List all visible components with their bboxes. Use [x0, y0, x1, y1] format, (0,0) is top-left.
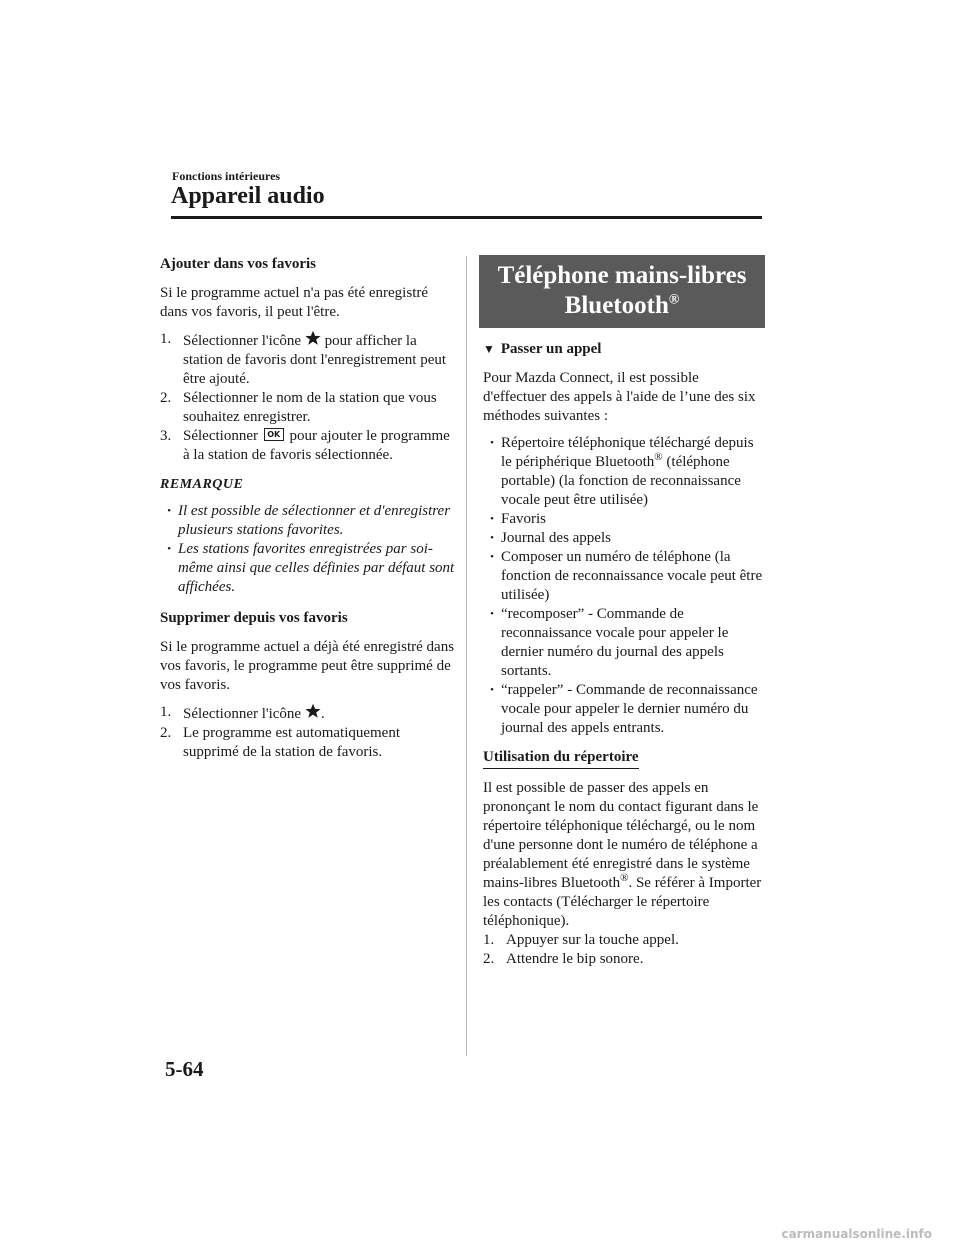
bullet-icon: •	[490, 532, 494, 544]
triangle-down-icon: ▼	[483, 342, 495, 356]
right-column	[483, 255, 763, 969]
remove-step-2: 2. Le programme est automatiquement supprimé de la station de favoris.	[160, 725, 401, 760]
bullet-icon: •	[490, 437, 494, 449]
method-item: • Composer un numéro de téléphone (la fonction de reconnaissance vocale peut être utilisée)	[483, 548, 763, 605]
page-number: 5-64	[165, 1057, 204, 1081]
directory-step-1: 1. Appuyer sur la touche appel.	[483, 932, 679, 948]
bullet-icon: •	[490, 513, 494, 525]
note-item: • Il est possible de sélectionner et d'enregistrer plusieurs stations favorites.	[160, 502, 456, 540]
registered-mark: ®	[654, 451, 663, 463]
banner-line-1: Téléphone mains-libres	[497, 262, 747, 289]
ok-icon: OK	[264, 428, 284, 441]
column-divider	[466, 256, 467, 1056]
star-icon	[305, 330, 321, 346]
bullet-icon: •	[167, 543, 171, 555]
remove-favorites-heading: Supprimer depuis vos favoris	[160, 610, 348, 626]
method-item: • “recomposer” - Commande de reconnaissance vocale pour appeler le dernier numéro du journal des appels sortants.	[483, 605, 763, 681]
remove-step-1: 1. Sélectionner l'icône .	[160, 704, 325, 722]
method-item: • Journal des appels	[483, 529, 763, 548]
registered-mark: ®	[668, 292, 680, 308]
bullet-icon: •	[490, 684, 494, 696]
star-icon	[305, 703, 321, 719]
bullet-icon: •	[490, 551, 494, 563]
watermark: carmanualsonline.info	[781, 1227, 932, 1241]
section-label: Fonctions intérieures	[172, 169, 281, 183]
note-heading: REMARQUE	[160, 477, 244, 492]
directory-heading: Utilisation du répertoire	[483, 748, 639, 769]
method-item: • Favoris	[483, 510, 763, 529]
left-column	[160, 255, 456, 762]
add-step-1: 1. Sélectionner l'icône pour afficher la station de favoris dont l'enregistrement peut être ajouté.	[160, 331, 447, 387]
note-item: • Les stations favorites enregistrées par soi-même ainsi que celles définies par défaut sont affichées.	[160, 540, 456, 597]
directory-step-2: 2. Attendre le bip sonore.	[483, 951, 644, 967]
directory-body: Il est possible de passer des appels en prononçant le nom du contact figurant dans le répertoire téléphonique téléchargé, ou le nom d'une personne dont le numéro de téléphone a préalablement été enregistré dans le système mains-libres Bluetooth®. Se référer à Importer les contacts (Télécharger le répertoire téléphonique).	[483, 780, 762, 929]
call-intro: Pour Mazda Connect, il est possible d'effectuer des appels à l'aide de l’une des six méthodes suivantes :	[483, 370, 756, 424]
remove-favorites-intro: Si le programme actuel a déjà été enregistré dans vos favoris, le programme peut être supprimé de vos favoris.	[160, 639, 455, 693]
call-heading: ▼ Passer un appel	[483, 341, 602, 357]
add-favorites-intro: Si le programme actuel n'a pas été enregistré dans vos favoris, il peut l'être.	[160, 285, 429, 320]
add-step-3: 3. Sélectionner OK pour ajouter le programme à la station de favoris sélectionnée.	[160, 428, 450, 463]
add-favorites-heading: Ajouter dans vos favoris	[160, 256, 316, 272]
section-banner	[479, 255, 765, 328]
add-step-2: 2. Sélectionner le nom de la station que vous souhaitez enregistrer.	[160, 390, 437, 425]
method-item: • Répertoire téléphonique téléchargé depuis le périphérique Bluetooth® (téléphone portable) (la fonction de reconnaissance vocale peut être utilisée)	[483, 434, 763, 510]
method-item: • “rappeler” - Commande de reconnaissance vocale pour appeler le dernier numéro du journal des appels entrants.	[483, 681, 763, 738]
registered-mark: ®	[620, 872, 629, 884]
page-title: Appareil audio	[171, 183, 325, 209]
banner-line-2: Bluetooth	[564, 292, 669, 319]
bullet-icon: •	[490, 608, 494, 620]
bullet-icon: •	[167, 505, 171, 517]
header-rule	[171, 216, 762, 219]
